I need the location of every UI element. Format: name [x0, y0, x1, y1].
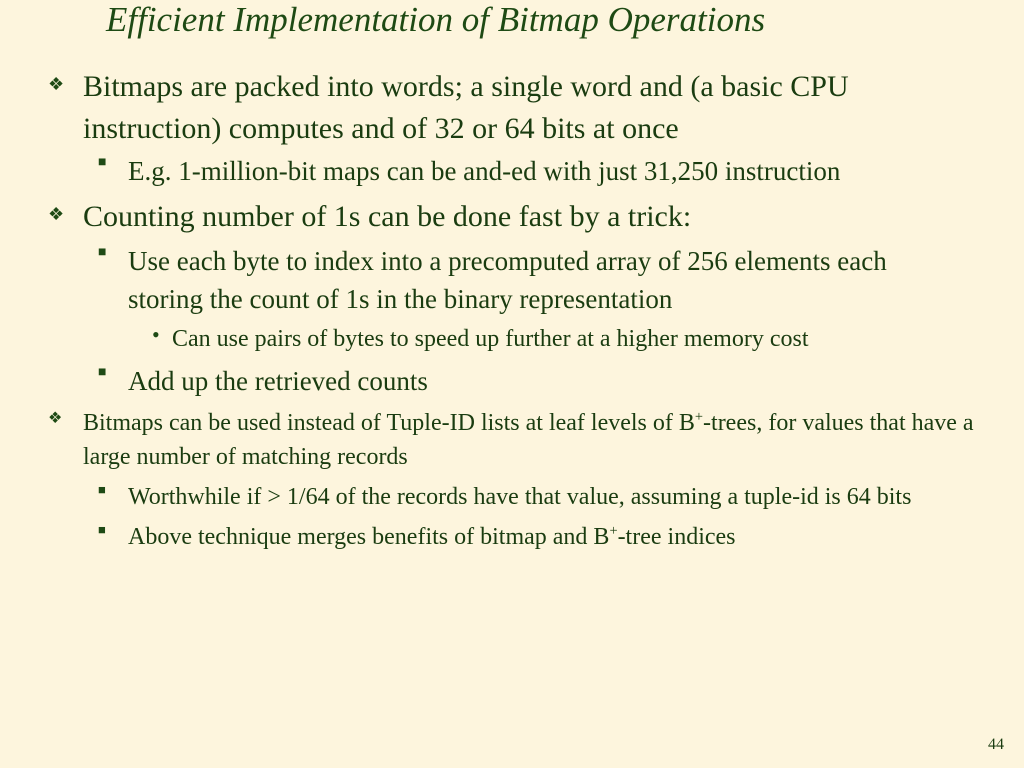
bullet-text [83, 406, 983, 474]
bullet-item [0, 196, 1024, 238]
diamond-quad-bullet-icon: ❖ [48, 204, 65, 224]
square-bullet-icon: ■ [98, 522, 106, 537]
diamond-quad-bullet-icon: ❖ [48, 74, 65, 94]
sub-bullet-text: E.g. 1-million-bit maps can be and-ed with just 31,250 instruction [128, 156, 841, 186]
sub-bullet-item [0, 152, 1024, 190]
sub-sub-bullet-item [0, 322, 1024, 356]
slide-title: Efficient Implementation of Bitmap Operations [106, 0, 766, 39]
sub-bullet-text-part: -tree indices [617, 524, 736, 550]
square-bullet-icon: ■ [98, 365, 107, 380]
sub-bullet-item [0, 362, 1024, 400]
bullet-text: Counting number of 1s can be done fast by a trick: [83, 200, 692, 233]
page-number: 44 [988, 736, 1004, 753]
sub-bullet-text: Add up the retrieved counts [128, 366, 428, 396]
square-bullet-icon: ■ [98, 245, 107, 260]
square-bullet-icon: ■ [98, 155, 107, 170]
sub-bullet-text: Use each byte to index into a precomputed array of 256 elements each storing the count of 1s in the binary representation [128, 246, 887, 314]
dot-bullet-icon: • [152, 322, 160, 347]
sub-bullet-text [128, 520, 948, 554]
bullet-text-part: -trees, for values that have a large number of matching records [83, 410, 974, 470]
sub-bullet-item [0, 520, 1024, 554]
bullet-text-part: Bitmaps can be used instead of Tuple-ID lists at leaf levels of B [83, 410, 695, 436]
square-bullet-icon: ■ [98, 482, 106, 497]
sub-bullet-text: Worthwhile if > 1/64 of the records have that value, assuming a tuple-id is 64 bits [128, 484, 912, 510]
superscript-plus: + [609, 523, 618, 539]
bullet-item [0, 406, 1024, 474]
sub-bullet-item [0, 242, 1024, 318]
sub-bullet-text-part: Above technique merges benefits of bitmap and B [128, 524, 610, 550]
bullet-text: Bitmaps are packed into words; a single word and (a basic CPU instruction) computes and of 32 or 64 bits at once [83, 70, 849, 145]
superscript-plus: + [694, 409, 704, 425]
sub-sub-bullet-text: Can use pairs of bytes to speed up further at a higher memory cost [172, 326, 809, 352]
sub-bullet-item [0, 480, 1024, 514]
bullet-item [0, 66, 1024, 150]
slide-content [0, 66, 1024, 554]
diamond-quad-bullet-icon: ❖ [48, 410, 63, 427]
